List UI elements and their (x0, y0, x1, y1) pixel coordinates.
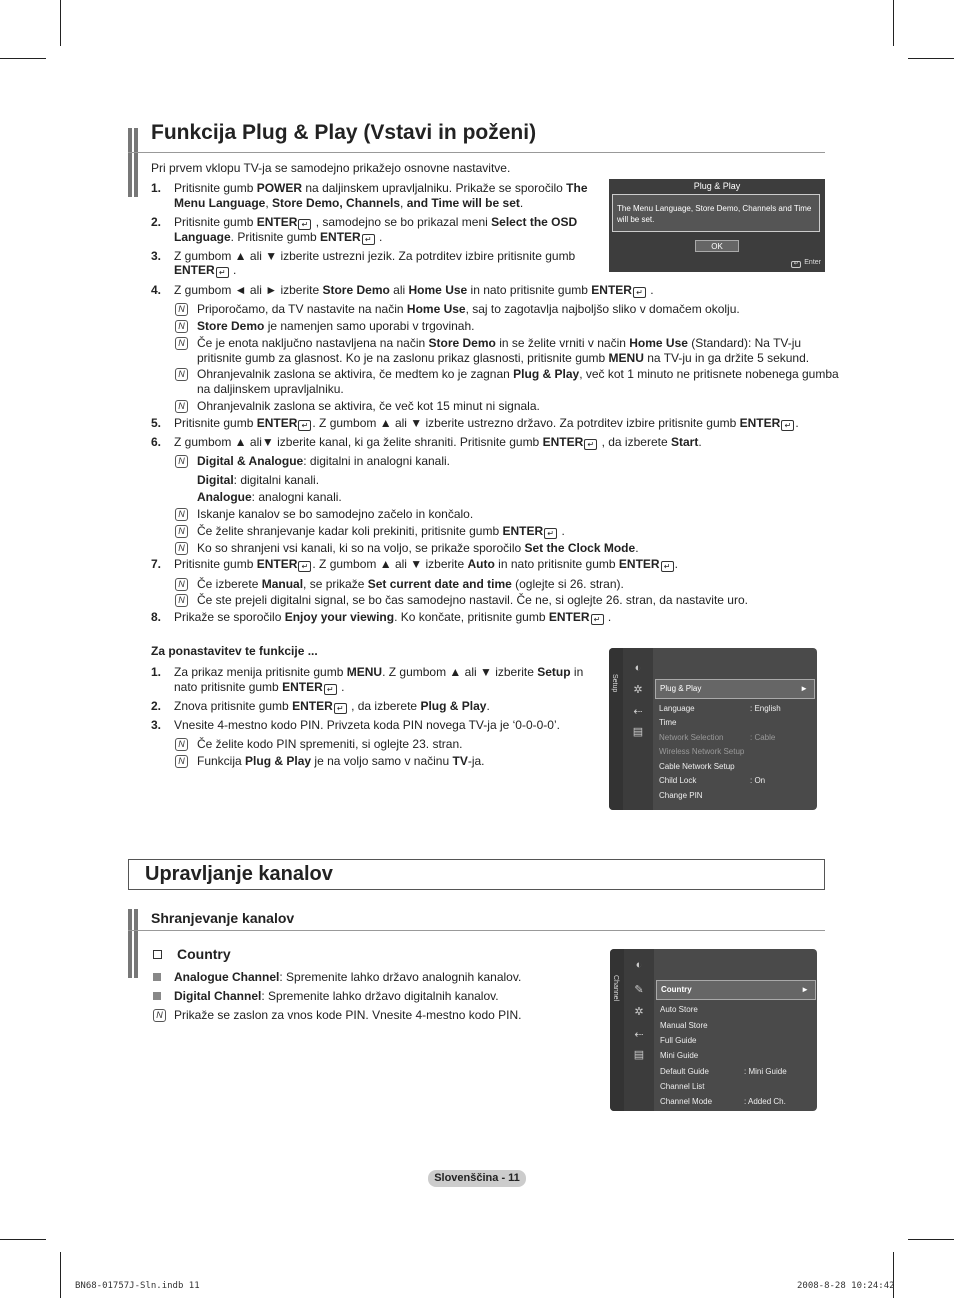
setup-menu (609, 648, 817, 810)
imprint-file: BN68-01757J-Sln.indb 11 (75, 1281, 200, 1291)
channel-menu (610, 949, 817, 1111)
step-number: 8. (151, 610, 162, 624)
subtitle-rule (128, 930, 825, 931)
gear-icon: ✲ (633, 684, 643, 696)
note-text: Če želite kodo PIN spremeniti, si oglejte 23. stran. (197, 737, 463, 751)
reset-heading: Za ponastavitev te funkcije ... (151, 644, 318, 658)
note-icon: N (175, 594, 188, 607)
note-text: Digital & Analogue: digitalni in analogni kanali. (197, 454, 450, 468)
arrow-right-icon: ► (801, 985, 809, 994)
picture-icon: ◐ (634, 662, 642, 674)
enter-icon: ↵ (584, 439, 597, 450)
note-icon: N (175, 455, 188, 468)
note-text: Funkcija Plug & Play je na voljo samo v načinu TV-ja. (197, 754, 485, 768)
menu-item[interactable]: Auto Store (660, 1005, 698, 1014)
step-number: 3. (151, 718, 162, 732)
step-5-text: Pritisnite gumb ENTER ↵ . Z gumbom ▲ ali ▼ izberite ustrezno državo. Za potrditev izbire pritisnite gumb ENTER ↵ . (174, 416, 799, 430)
reset-step-2-text: Znova pritisnite gumb ENTER ↵ , da izberete Plug & Play. (174, 699, 490, 713)
note-icon: N (175, 320, 188, 333)
section-title: Upravljanje kanalov (145, 863, 333, 885)
enter-icon: ↵ (216, 267, 229, 278)
subtitle-bar-decor (128, 909, 132, 978)
page-title: Funkcija Plug & Play (Vstavi in poženi) (151, 121, 537, 144)
step-3-text-cont: ENTER ↵ . (174, 263, 237, 277)
note-icon: N (175, 368, 188, 381)
menu-item[interactable]: Cable Network Setup (659, 762, 735, 771)
note-text: Če ste prejeli digitalni signal, se bo čas samodejno nastavil. Če ne, si oglejte 26. stran, da nastavite uro. (197, 593, 748, 607)
note-text: Iskanje kanalov se bo samodejno začelo in končalo. (197, 507, 474, 521)
crop-mark (0, 58, 46, 59)
note-icon: N (175, 508, 188, 521)
menu-item-value: : Mini Guide (744, 1067, 787, 1076)
menu-item[interactable]: Change PIN (659, 791, 703, 800)
step-number: 3. (151, 249, 162, 263)
bullet-square-icon (153, 973, 161, 981)
menu-item[interactable]: Default Guide (660, 1067, 709, 1076)
menu-icon-column (624, 949, 654, 1111)
enter-icon: ↵ (298, 420, 311, 431)
note-icon: N (175, 542, 188, 555)
menu-item[interactable]: Language (659, 704, 695, 713)
osd-enter-hint: ↵ Enter (790, 259, 821, 268)
step-number: 1. (151, 665, 162, 679)
enter-icon: ↵ (324, 684, 337, 695)
enter-icon: ↵ (791, 261, 801, 268)
arrow-right-icon: ► (800, 684, 808, 693)
bullet-text: Digital Channel: Spremenite lahko državo digitalnih kanalov. (174, 989, 499, 1003)
step-3-text: Z gumbom ▲ ali ▼ izberite ustrezni jezik. Za potrditev izbire pritisnite gumb (174, 249, 576, 263)
menu-item-country[interactable]: Country ► (656, 980, 816, 1000)
step-4-text: Z gumbom ◄ ali ► izberite Store Demo ali Home Use in nato pritisnite gumb ENTER ↵ . (174, 283, 654, 297)
menu-item-value: : Added Ch. (744, 1097, 786, 1106)
menu-item[interactable]: Time (659, 718, 677, 727)
step-1-text-cont: Menu Language, Store Demo, Channels, and Time will be set. (174, 196, 524, 210)
step-8-text: Prikaže se sporočilo Enjoy your viewing. Ko končate, pritisnite gumb ENTER ↵ . (174, 610, 612, 624)
note-icon: N (175, 578, 188, 591)
enter-icon: ↵ (334, 703, 347, 714)
menu-item[interactable]: Full Guide (660, 1036, 697, 1045)
menu-side-label: Channel (610, 949, 624, 1111)
step-number: 1. (151, 181, 162, 195)
menu-item-value: : On (750, 776, 766, 785)
picture-icon: ◐ (635, 959, 643, 971)
application-icon: ▤ (632, 726, 644, 738)
menu-side-label: Setup (609, 648, 623, 810)
title-bar-decor (134, 128, 138, 197)
step-number: 7. (151, 557, 162, 571)
note-icon: N (175, 303, 188, 316)
step-number: 5. (151, 416, 162, 430)
enter-icon: ↵ (544, 528, 557, 539)
note-text-cont: pritisnite gumb za glasnost. Ko je na zaslonu prikaz glasnosti, pritisnite gumb MENU na TV-ju in ga držite 5 sekund. (197, 351, 810, 365)
step-1-text: Pritisnite gumb POWER na daljinskem upravljalniku. Prikaže se sporočilo The (174, 181, 588, 195)
enter-icon: ↵ (298, 219, 311, 230)
menu-item: Wireless Network Setup (659, 747, 745, 756)
note-text: Prikaže se zaslon za vnos kode PIN. Vnesite 4-mestno kodo PIN. (174, 1008, 522, 1022)
note-text: Če je enota naključno nastavljena na način Store Demo in se želite vrniti v način Home Use (Standard): Na TV-ju (197, 336, 802, 350)
note-text: Ohranjevalnik zaslona se aktivira, če več kot 15 minut ni signala. (197, 399, 540, 413)
note-icon: N (175, 400, 188, 413)
enter-icon: ↵ (661, 561, 674, 572)
note-text: Če izberete Manual, se prikaže Set current date and time (oglejte si 26. stran). (197, 577, 624, 591)
application-icon: ▤ (633, 1049, 645, 1061)
crop-mark (60, 1252, 61, 1298)
plug-and-play-osd (609, 179, 825, 272)
menu-item[interactable]: Channel Mode (660, 1097, 713, 1106)
intro-text: Pri prvem vklopu TV-ja se samodejno prikažejo osnovne nastavitve. (151, 161, 511, 175)
title-rule (128, 152, 825, 153)
gear-icon: ✲ (634, 1006, 644, 1018)
note-text: Digital: digitalni kanali. (197, 473, 320, 487)
note-icon: N (175, 755, 188, 768)
menu-item[interactable]: Mini Guide (660, 1051, 699, 1060)
step-6-text: Z gumbom ▲ ali▼ izberite kanal, ki ga želite shraniti. Pritisnite gumb ENTER ↵ , da izberete Start. (174, 435, 702, 449)
enter-icon: ↵ (591, 614, 604, 625)
crop-mark (908, 1239, 954, 1240)
note-text: Priporočamo, da TV nastavite na način Home Use, saj to zagotavlja najboljšo sliko v domačem okolju. (197, 302, 740, 316)
title-bar-decor (128, 128, 132, 197)
menu-item[interactable]: Channel List (660, 1082, 705, 1091)
reset-step-3-text: Vnesite 4-mestno kodo PIN. Privzeta koda PIN novega TV-ja je ‘0-0-0-0’. (174, 718, 560, 732)
satellite-icon: ✎ (634, 984, 644, 996)
country-heading: Country (177, 946, 231, 962)
crop-mark (893, 1252, 894, 1298)
input-icon: ⇠ (633, 706, 643, 718)
note-text: Ko so shranjeni vsi kanali, ki so na voljo, se prikaže sporočilo Set the Clock Mode. (197, 541, 639, 555)
note-icon: N (153, 1009, 166, 1022)
step-2-text: Pritisnite gumb ENTER ↵ , samodejno se bo prikazal meni Select the OSD (174, 215, 578, 229)
menu-item-value: : English (750, 704, 781, 713)
reset-step-1-text-cont: nato pritisnite gumb ENTER ↵ . (174, 680, 345, 694)
step-2-text-cont: Language. Pritisnite gumb ENTER ↵ . (174, 230, 383, 244)
step-number: 6. (151, 435, 162, 449)
note-text: Ohranjevalnik zaslona se aktivira, če medtem ko je zagnan Plug & Play, več kot 1 minuto ne pritisnete nobenega gumba (197, 367, 839, 381)
step-number: 4. (151, 283, 162, 297)
checkbox-icon (153, 950, 162, 959)
menu-item: Network Selection (659, 733, 724, 742)
note-text-cont: na daljinskem upravljalniku. (197, 382, 344, 396)
crop-mark (893, 0, 894, 46)
enter-icon: ↵ (781, 420, 794, 431)
note-text: Analogue: analogni kanali. (197, 490, 342, 504)
enter-icon: ↵ (298, 561, 311, 572)
page-number-badge: Slovenščina - 11 (428, 1170, 526, 1187)
crop-mark (0, 1239, 46, 1240)
input-icon: ⇠ (634, 1029, 644, 1041)
bullet-square-icon (153, 992, 161, 1000)
note-icon: N (175, 337, 188, 350)
menu-item-value: : Cable (750, 733, 776, 742)
enter-icon: ↵ (633, 287, 646, 298)
osd-title: Plug & Play (693, 181, 741, 191)
note-icon: N (175, 738, 188, 751)
crop-mark (908, 58, 954, 59)
note-text: Če želite shranjevanje kadar koli prekiniti, pritisnite gumb ENTER ↵ . (197, 524, 565, 538)
step-number: 2. (151, 699, 162, 713)
step-7-text: Pritisnite gumb ENTER ↵ . Z gumbom ▲ ali ▼ izberite Auto in nato pritisnite gumb ENTER ↵ . (174, 557, 678, 571)
osd-message: The Menu Language, Store Demo, Channels and Time will be set. (612, 194, 820, 232)
menu-item-plug-and-play[interactable]: Plug & Play ► (655, 679, 815, 699)
step-number: 2. (151, 215, 162, 229)
osd-ok-button[interactable]: OK (695, 240, 739, 252)
menu-item[interactable]: Manual Store (660, 1021, 708, 1030)
note-text: Store Demo je namenjen samo uporabi v trgovinah. (197, 319, 475, 333)
menu-item[interactable]: Child Lock (659, 776, 697, 785)
subtitle-bar-decor (134, 909, 138, 978)
note-icon: N (175, 525, 188, 538)
menu-icon-column (623, 648, 653, 810)
enter-icon: ↵ (362, 234, 375, 245)
bullet-text: Analogue Channel: Spremenite lahko državo analognih kanalov. (174, 970, 522, 984)
imprint-date: 2008-8-28 10:24:42 (797, 1281, 895, 1291)
subsection-title: Shranjevanje kanalov (151, 910, 295, 926)
reset-step-1-text: Za prikaz menija pritisnite gumb MENU. Z gumbom ▲ ali ▼ izberite Setup in (174, 665, 584, 679)
crop-mark (60, 0, 61, 46)
